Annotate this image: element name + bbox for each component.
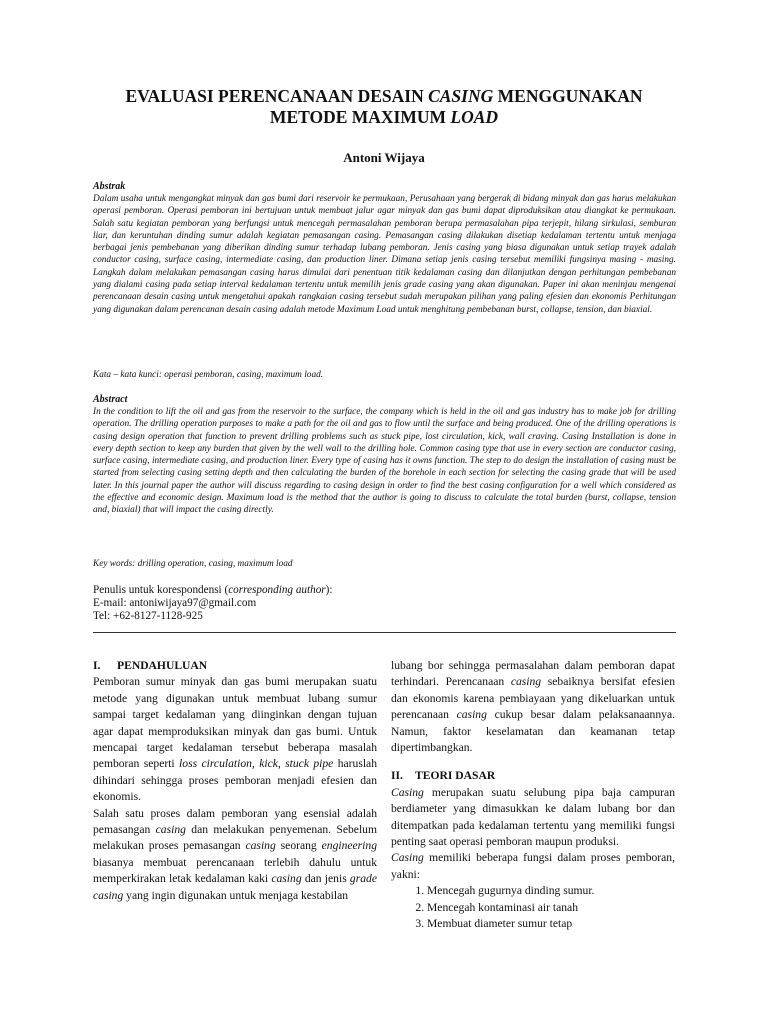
- correspondence-label: Penulis untuk korespondensi (corresponding author):: [93, 584, 333, 596]
- left-column: [93, 658, 377, 904]
- title-line-1: EVALUASI PERENCANAAN DESAIN CASING MENGGUNAKAN: [125, 86, 643, 106]
- abstract-keywords: Key words: drilling operation, casing, maximum load: [93, 559, 293, 569]
- abstrak-body: Dalam usaha untuk mengangkat minyak dan gas bumi dari reservoir ke permukaan, Perusahaan yang bergerak di bidang minyak dan gas harus melakukan operasi pemboran. Operasi pemboran ini bertujuan untuk membuat jalur agar minyak dan gas bumi dapat diproduksikan atau diangkat ke permukaan. Salah satu kegiatan pemboran yang berfungsi untuk mencegah permasalahan pemboran berupa permasalahan pipa terjepit, hilang sirkulasi, semburan liar, dan keruntuhan dinding sumur adalah kegiatan pemasangan casing. Pemasangan casing dilakukan disetiap kedalaman tertentu untuk menjaga berbagai jenis pembebanan yang diberikan dinding sumur terhadap lubang pemboran. Jenis casing yang biasa digunakan untuk setiap trayek adalah conductor casing, surface casing, intermediate casing, dan production liner. Dimana setiap jenis casing tersebut memiliki fungsinya masing - masing. Langkah dalam melakukan pemasangan casing harus dimulai dari penentuan titik kedalaman casing dan dilanjutkan dengan perhitungan pembebanan yang dialami casing pada setiap interval kedalaman tertentu untuk memilih jenis grade casing yang akan digunakan. Paper ini akan meninjau mengenai perencanaan desain casing untuk mengetahui apakah rangkaian casing tersebut sudah merupakan pilihan yang paling efesien dan ekonomis Perhitungan yang digunakan dalam perencanan desain casing adalah metode Maximum Load untuk menghitung pembebanan burst, collapse, tension, dan biaxial.: [93, 194, 676, 315]
- paper-title: [60, 86, 708, 128]
- section-1-paragraph-2: Salah satu proses dalam pemboran yang esensial adalah pemasangan casing dan melakukan penyemenan. Sebelum melakukan proses pemasangan casing seorang engineering biasanya membuat perencanaan terlebih dahulu untuk memperkirakan letak kedalaman kaki casing dan jenis grade casing yang ingin digunakan untuk menjaga kestabilan: [93, 806, 378, 902]
- abstrak-keywords: Kata – kata kunci: operasi pemboran, casing, maximum load.: [93, 370, 324, 380]
- section-2-heading: II. TEORI DASAR: [391, 769, 496, 783]
- section-1-paragraph-3: lubang bor sehingga permasalahan dalam pemboran dapat terhindari. Perencanaan casing sebaiknya bersifat efesien dan ekonomis karena pembiayaan yang dikeluarkan untuk perencanaan casing cukup besar dalam pelaksanaannya. Namun, faktor keselamatan dan keamanan tetap dipertimbangkan.: [391, 659, 675, 755]
- section-divider: [93, 632, 676, 633]
- list-item: 2. Mencegah kontaminasi air tanah: [427, 900, 675, 916]
- author-name: Antoni Wijaya: [343, 150, 425, 165]
- list-item: 3. Membuat diameter sumur tetap: [427, 916, 675, 932]
- function-list: [391, 883, 675, 932]
- abstrak-heading: Abstrak: [93, 181, 126, 192]
- section-1-heading: I. PENDAHULUAN: [93, 659, 208, 672]
- correspondence-tel: Tel: +62-8127-1128-925: [93, 610, 203, 622]
- correspondence-block: [93, 584, 333, 623]
- title-line-2: METODE MAXIMUM LOAD: [269, 107, 499, 127]
- section-2-paragraph-1: Casing merupakan suatu selubung pipa baja campuran berdiameter yang dimasukkan ke dalam lubang bor dan ditempatkan pada kedalaman tertentu yang memiliki fungsi penting saat operasi pemboran maupun produksi.: [391, 785, 675, 849]
- section-2-paragraph-2: Casing memiliki beberapa fungsi dalam proses pemboran, yakni:: [391, 851, 675, 881]
- abstract-heading: Abstract: [93, 394, 128, 405]
- right-column: [391, 658, 675, 933]
- abstract-body: In the condition to lift the oil and gas from the reservoir to the surface, the company which is held in the oil and gas industry has to make job for drilling operation. The drilling operation purposes to make a path for the oil and gas to flow until the surface and being produced. One of the drilling operations is casing design operation that function to prevent drilling problems such as stuck pipe, lost circulation, kick, wall craving. Casing Installation is done in every depth section to keep any burden that given by the well wall to the drilling hole. Common casing type that use in every section are conductor casing, surface casing, intermediate casing, and production liner. Every type of casing has it owns function. The step to do design the installation of casing must be started from selecting casing setting depth and then calculating the burden of the borehole in each section for selecting the casing grade that will be used later. In this journal paper the author will discuss regarding to casing design in order to find the best casing configuration for a well which considered as the effective and economic design. Maximum load is the method that the author is going to discuss to calculate the total burden (burst, collapse, tension and, biaxial) that will impact the casing directly.: [93, 407, 676, 516]
- list-item: 1. Mencegah gugurnya dinding sumur.: [427, 883, 675, 899]
- section-1-paragraph-1: Pemboran sumur minyak dan gas bumi merupakan suatu metode yang digunakan untuk membuat lubang sumur sampai target kedalaman yang diinginkan dengan tujuan agar dapat memproduksikan minyak dan gas bumi. Untuk mencapai target kedalaman tersebut beberapa masalah pemboran seperti loss circulation, kick, stuck pipe haruslah dihindari sehingga proses pemboran menjadi efesien dan ekonomis.: [93, 675, 377, 804]
- correspondence-email: E-mail: antoniwijaya97@gmail.com: [93, 597, 257, 609]
